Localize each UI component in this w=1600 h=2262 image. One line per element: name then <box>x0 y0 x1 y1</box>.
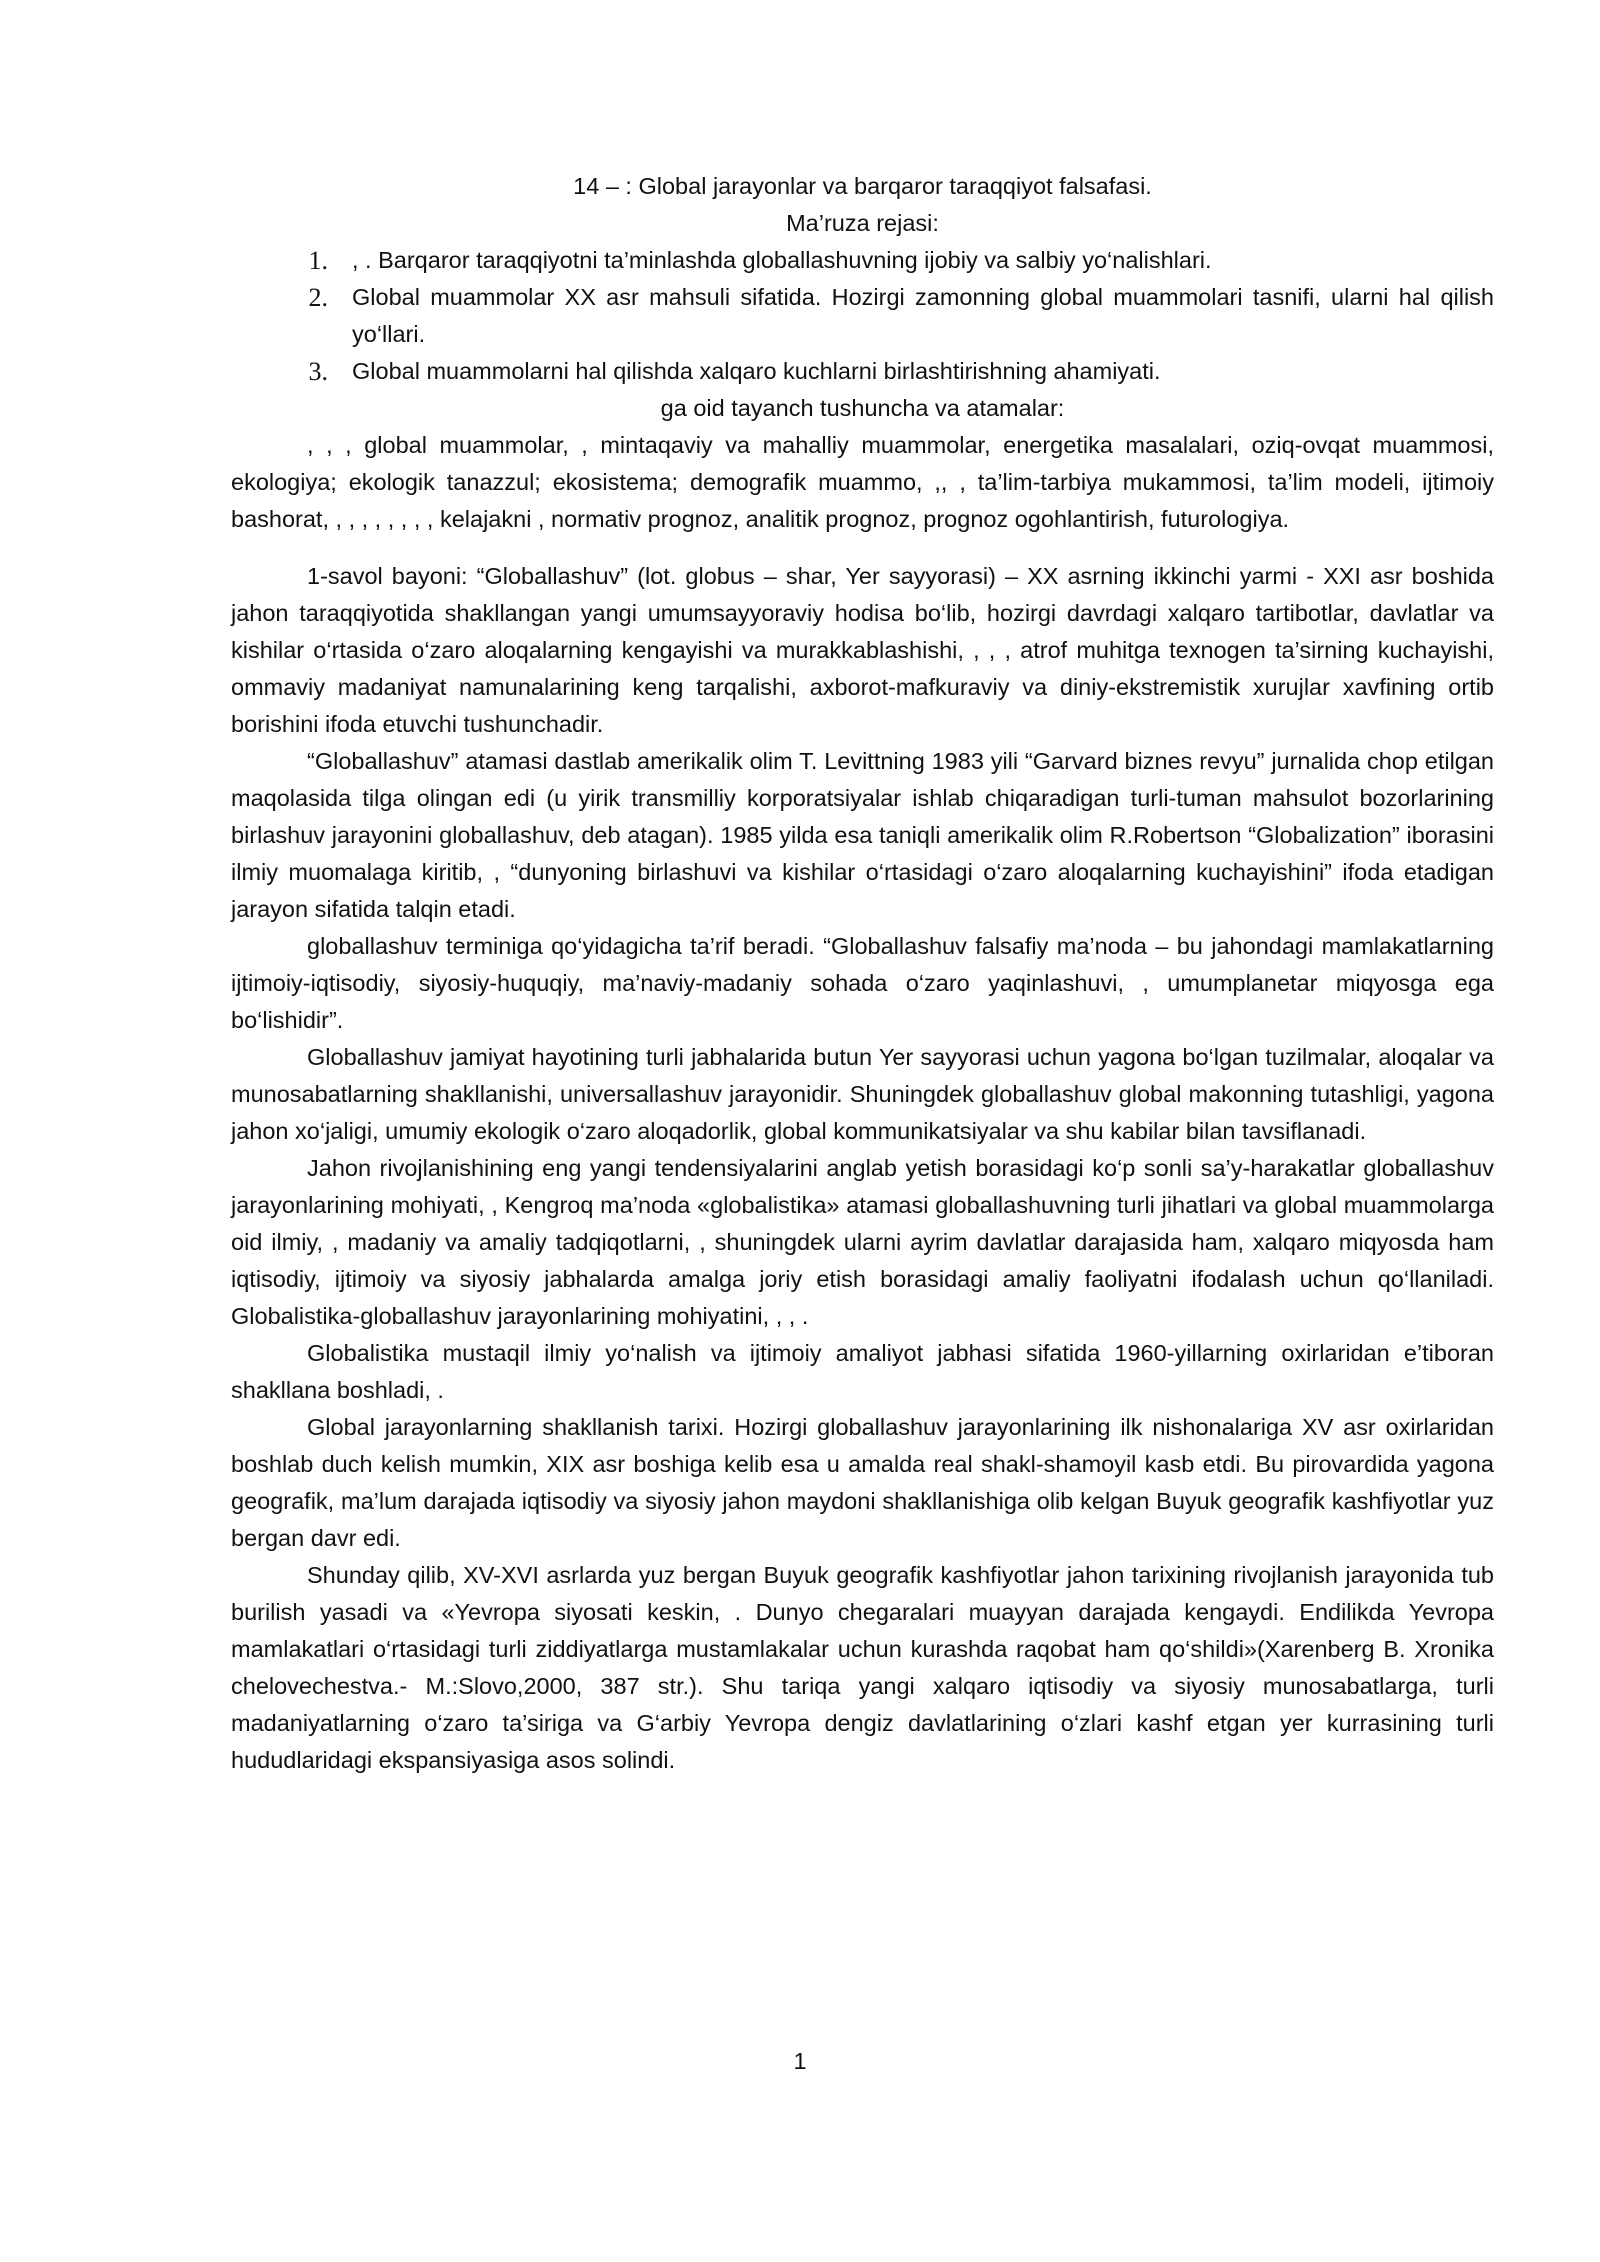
body-paragraph: globallashuv terminiga qo‘yidagicha ta’rif beradi. “Globallashuv falsafiy ma’noda – bu jahondagi mamlakatlarning ijtimoiy-iqtisodiy, siyosiy-huquqiy, ma’naviy-madaniy sohada o‘zaro yaqinlashuvi, , umumplanetar miqyosga ega bo‘lishidir”. <box>231 933 1494 1033</box>
plan-heading: Ma’ruza rejasi: <box>786 210 939 236</box>
plan-item-number: 1. <box>308 246 328 275</box>
plan-item <box>231 353 1494 390</box>
terms-heading: ga oid tayanch tushuncha va atamalar: <box>660 395 1065 421</box>
plan-item <box>231 242 1494 279</box>
body-paragraph: Globallashuv jamiyat hayotining turli jabhalarida butun Yer sayyorasi uchun yagona bo‘lgan tuzilmalar, aloqalar va munosabatlarning shakllanishi, universallashuv jarayonidir. Shuningdek globallashuv global makonning tutashligi, yagona jahon xo‘jaligi, umumiy ekologik o‘zaro aloqadorlik, global kommunikatsiyalar va shu kabilar bilan tavsiflanadi. <box>231 1044 1494 1144</box>
terms-paragraph: , , , global muammolar, , mintaqaviy va mahalliy muammolar, energetika masalalari, oziq-ovqat muammosi, ekologiya; ekologik tanazzul; ekosistema; demografik muammo, ,, , ta’lim-tarbiya mukammosi, ta’lim modeli, ijtimoiy bashorat, , , , , , , , , kelajakni , normativ prognoz, analitik prognoz, prognoz ogohlantirish, futurologiya. <box>231 432 1494 532</box>
lecture-plan-list <box>231 242 1494 390</box>
body-paragraph: 1-savol bayoni: “Globallashuv” (lot. globus – shar, Yer sayyorasi) – XX asrning ikkinchi yarmi - XXI asr boshida jahon taraqqiyotida shakllangan yangi umumsayyoraviy hodisa bo‘lib, hozirgi davrdagi xalqaro tartibotlar, davlatlar va kishilar o‘rtasida o‘zaro aloqalarning kengayishi va murakkablashishi, , , , atrof muhitga texnogen ta’sirning kuchayishi, ommaviy madaniyat namunalarining keng tarqalishi, axborot-mafkuraviy va diniy-ekstremistik xurujlar xavfining ortib borishini ifoda etuvchi tushunchadir. <box>231 563 1494 737</box>
body-paragraph: Jahon rivojlanishining eng yangi tendensiyalarini anglab yetish borasidagi ko‘p sonli sa’y-harakatlar globallashuv jarayonlarining mohiyati, , Kengroq ma’noda «globalistika» atamasi globallashuvning turli jihatlari va global muammolarga oid ilmiy, , madaniy va amaliy tadqiqotlarni, , shuningdek ularni ayrim davlatlar darajasida ham, xalqaro miqyosda ham iqtisodiy, ijtimoiy va siyosiy jabhalarda amalga joriy etish borasidagi amaliy faoliyatni ifodalash uchun qo‘llaniladi. Globalistika-globallashuv jarayonlarining mohiyatini, , , . <box>231 1155 1494 1329</box>
plan-item-number: 3. <box>308 357 328 386</box>
page-number: 1 <box>793 2048 807 2074</box>
plan-item-text: , . Barqaror taraqqiyotni ta’minlashda globallashuvning ijobiy va salbiy yo‘nalishlari. <box>352 247 1212 273</box>
page-content <box>231 168 1494 1779</box>
plan-item-text: Global muammolar XX asr mahsuli sifatida. Hozirgi zamonning global muammolari tasnifi, ularni hal qilish yo‘llari. <box>352 284 1494 347</box>
plan-item-number: 2. <box>308 283 328 312</box>
body-paragraph: Global jarayonlarning shakllanish tarixi. Hozirgi globallashuv jarayonlarining ilk nishonalariga XV asr oxirlaridan boshlab duch kelish mumkin, XIX asr boshiga kelib esa u amalda real shakl-shamoyil kasb etdi. Bu pirovardida yagona geografik, ma’lum darajada iqtisodiy va siyosiy jahon maydoni shakllanishiga olib kelgan Buyuk geografik kashfiyotlar yuz bergan davr edi. <box>231 1414 1494 1551</box>
body-paragraph: “Globallashuv” atamasi dastlab amerikalik olim T. Levittning 1983 yili “Garvard biznes revyu” jurnalida chop etilgan maqolasida tilga olingan edi (u yirik transmilliy korporatsiyalar ishlab chiqaradigan turli-tuman mahsulot bozorlarining birlashuv jarayonini globallashuv, deb atagan). 1985 yilda esa taniqli amerikalik olim R.Robertson “Globalization” iborasini ilmiy muomalaga kiritib, , “dunyoning birlashuvi va kishilar o‘rtasidagi o‘zaro aloqalarning kuchayishini” ifoda etadigan jarayon sifatida talqin etadi. <box>231 748 1494 922</box>
body-paragraph: Globalistika mustaqil ilmiy yo‘nalish va ijtimoiy amaliyot jabhasi sifatida 1960-yillarning oxirlaridan e’tiboran shakllana boshladi, . <box>231 1340 1494 1403</box>
paragraph-gap <box>231 538 1494 558</box>
body-paragraph: Shunday qilib, XV-XVI asrlarda yuz bergan Buyuk geografik kashfiyotlar jahon tarixining rivojlanish jarayonida tub burilish yasadi va «Yevropa siyosati keskin, . Dunyo chegaralari muayyan darajada kengaydi. Endilikda Yevropa mamlakatlari o‘rtasidagi turli ziddiyatlarga mustamlakalar uchun kurashda raqobat ham qo‘shildi»(Xarenberg B. Xronika chelovechestva.- M.:Slovo,2000, 387 str.). Shu tariqa yangi xalqaro iqtisodiy va siyosiy munosabatlarga, turli madaniyatlarning o‘zaro ta’siriga va G‘arbiy Yevropa dengiz davlatlarining o‘zlari kashf etgan yer kurrasining turli hududlaridagi ekspansiyasiga asos solindi. <box>231 1562 1494 1773</box>
plan-item-text: Global muammolarni hal qilishda xalqaro kuchlarni birlashtirishning ahamiyati. <box>352 358 1161 384</box>
plan-item <box>231 279 1494 353</box>
lecture-title: 14 – : Global jarayonlar va barqaror taraqqiyot falsafasi. <box>573 173 1152 199</box>
